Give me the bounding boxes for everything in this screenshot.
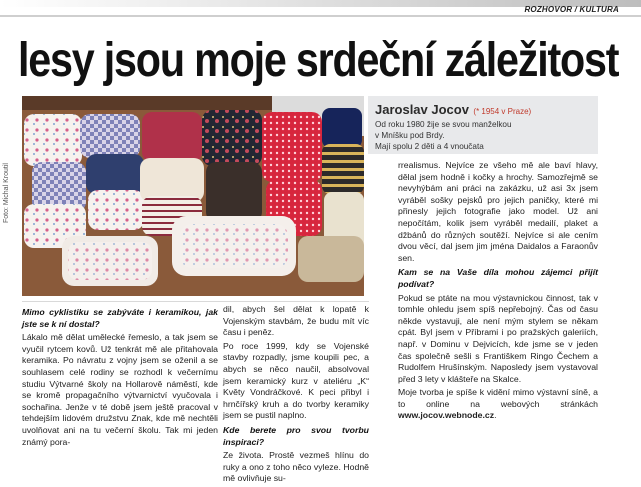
infobox-header <box>375 101 591 119</box>
face-masks-photo-icon <box>22 96 364 296</box>
article-photo <box>22 96 364 296</box>
headline: lesy jsou moje srdeční záležitost <box>18 34 619 87</box>
author-born: (* 1954 v Praze) <box>473 107 532 116</box>
infobox-line-2: v Mníšku pod Brdy. <box>375 131 445 140</box>
section-label: ROZHOVOR / KULTURA <box>524 5 619 14</box>
column2-paragraph-1: dil, abych šel dělat k lopatě k Vojenským stavbám, že budu mít víc času i peněz. <box>223 304 369 338</box>
question-ceramics: Mimo cyklistiku se zabýváte i keramikou, jak jste se k ní dostal? <box>22 307 218 329</box>
text-column-2 <box>223 304 369 487</box>
column2-paragraph-2: Po roce 1999, kdy se Vojenské stavby rozpadly, jsme koupili pec, a abych se něco naučil, absolvoval jsem keramický kurz v ateliéru „K“ Květy Vondráčkové. K peci přibyl i hrnčířský kruh a do tvorby keramiky jsem se pustil naplno. <box>223 340 369 421</box>
photo-credit: Foto: Michal Kroutil <box>3 163 10 223</box>
text-column-3 <box>398 160 598 424</box>
column3-paragraph-3 <box>398 387 598 422</box>
top-rule <box>0 15 641 17</box>
website-link[interactable]: www.jocov.webnode.cz <box>398 410 495 421</box>
column3-paragraph-1: rrealismus. Nejvíce ze všeho mě ale baví hlavy, dělal jsem hodně i kočky a hrochy. Samozřejmě se nevyhýbám ani práci na zakázku, už asi 3x jsem vyráběl sošky pejsků pro jejich paničky, které mi přinesly jejich fotografie jako model. Už ani nepočítám, kolik jsem vyráběl medailí, plaket a džbánů do různých soutěží. Nejvíce si ale cením dvou věcí, dal jsem jim jména Daidalos a Faraonův sen. <box>398 160 598 263</box>
question-inspiration: Kde berete pro svou tvorbu inspiraci? <box>223 424 369 447</box>
infobox-line-3: Mají spolu 2 děti a 4 vnoučata <box>375 142 484 151</box>
column3-paragraph-3-end: . <box>494 410 497 421</box>
column3-paragraph-2: Pokud se ptáte na mou výstavnickou činnost, tak v tomhle ohledu jsem spíš nepřebojný. Čas od času někde vystavuji, ale není mým stylem se někam cpát. Byl jsem v Příbrami i po pražských galeriích, např. v Dominu v Dejvicích, kde jsme se v jeden čas společně sešli s Františkem Ringo Čechem a Rudolfem Hrušínským. Naposledy jsem vystavoval před 3 lety v klášteře na Skalce. <box>398 292 598 384</box>
answer-ceramics: Lákalo mě dělat umělecké řemeslo, a tak jsem se vyučil rytcem kovů. Už tenkrát mě ale přitahovala keramika. Po návratu z vojny jsem se oženil a se souhlasem celé rodiny se rozhodl k večernímu studiu Výtvarné školy na Hollarově náměstí, kde se kromě propagačního výtvarnictví vyučovala i sochařina. Jenže v té době jsem ještě pracoval v tehdejším lidovém družstvu Znak, kde mě nechtěli uvolňovat ani na tu večerní školu. Tak mi jeden známý pora- <box>22 332 218 447</box>
answer-inspiration: Ze života. Prostě vezmeš hlínu do ruky a ono z toho něco vyleze. Hodně mě ovlivňuje su- <box>223 450 369 484</box>
question-exhibitions: Kam se na Vaše díla mohou zájemci přijít podívat? <box>398 267 598 289</box>
author-name: Jaroslav Jocov <box>375 102 469 117</box>
top-bar <box>0 0 641 17</box>
photo-divider <box>22 301 369 302</box>
infobox-line-1: Od roku 1980 žije se svou manželkou <box>375 120 512 129</box>
author-infobox <box>368 96 598 154</box>
text-column-1 <box>22 304 218 450</box>
column3-paragraph-3-text: Moje tvorba je spíše k vidění mimo výstavní síně, a to online na webových stránkách <box>398 387 598 409</box>
